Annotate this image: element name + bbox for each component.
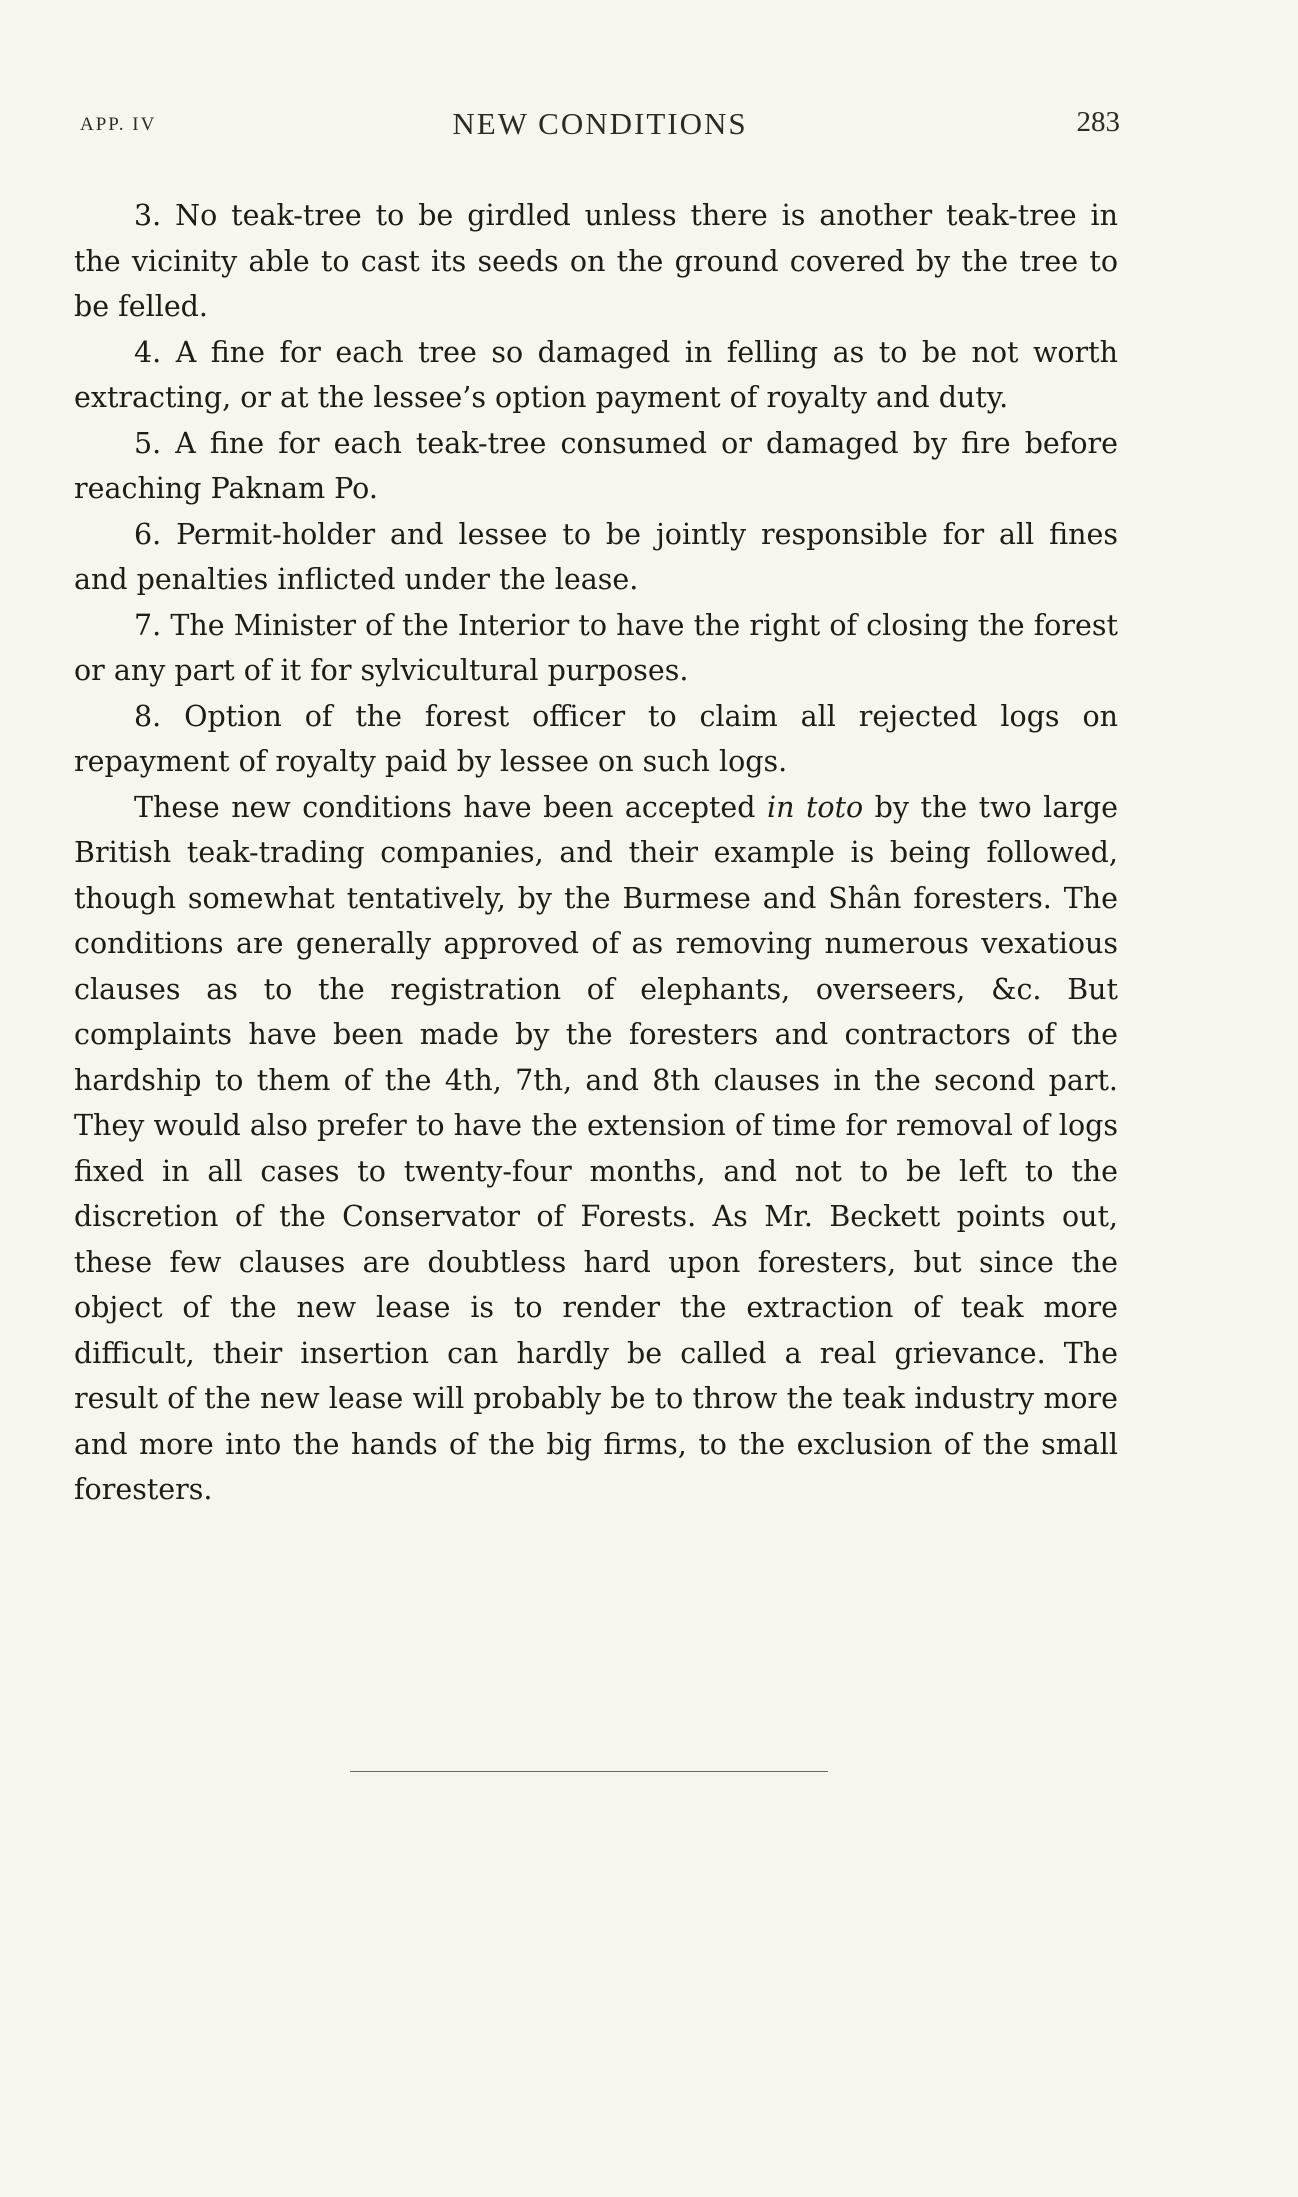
closing-text-rest: by the two large British teak-trading companies, and their example is being followed, though somewhat tentatively, by the Burmese and Shân foresters. The conditions are generally approved of as removing numerous vexatious clauses as to the registration of elephants, overseers, &c. But complaints have been made by the foresters and contractors of the hardship to them of the 4th, 7th, and 8th clauses in the second part. They would also prefer to have the extension of time for removal of logs fixed in all cases to twenty-four months, and not to be left to the discretion of the Conservator of Forests. As Mr. Beckett points out, these few clauses are doubtless hard upon foresters, but since the object of the new lease is to render the extraction of teak more difficult, their insertion can hardly be called a real grievance. The result of the new lease will probably be to throw the teak industry more and more into the hands of the big firms, to the exclusion of the small foresters. (74, 790, 1118, 1506)
condition-4: 4. A fine for each tree so damaged in felling as to be not worth extracting, or at the lessee’s option payment of royalty and duty. (74, 335, 1118, 414)
page-number: 283 (1076, 106, 1120, 138)
body-text (74, 193, 1118, 1513)
closing-paragraph (74, 785, 1118, 1513)
condition-6: 6. Permit-holder and lessee to be jointly responsible for all fines and penalties inflicted under the lease. (74, 517, 1118, 596)
condition-3: 3. No teak-tree to be girdled unless there is another teak-tree in the vicinity able to cast its seeds on the ground covered by the tree to be felled. (74, 199, 1118, 323)
closing-italic-phrase: in toto (767, 790, 864, 824)
closing-text-start: These new conditions have been accepted (134, 790, 768, 824)
condition-8: 8. Option of the forest officer to claim all rejected logs on repayment of royalty paid by lessee on such logs. (74, 699, 1118, 778)
running-head (80, 106, 1120, 150)
chapter-title: NEW CONDITIONS (452, 106, 748, 141)
condition-5: 5. A fine for each teak-tree consumed or damaged by fire before reaching Paknam Po. (74, 426, 1118, 505)
end-rule (350, 1771, 828, 1772)
condition-7: 7. The Minister of the Interior to have the right of closing the forest or any part of it for sylvicultural purposes. (74, 608, 1118, 687)
appendix-label: APP. IV (80, 114, 157, 135)
